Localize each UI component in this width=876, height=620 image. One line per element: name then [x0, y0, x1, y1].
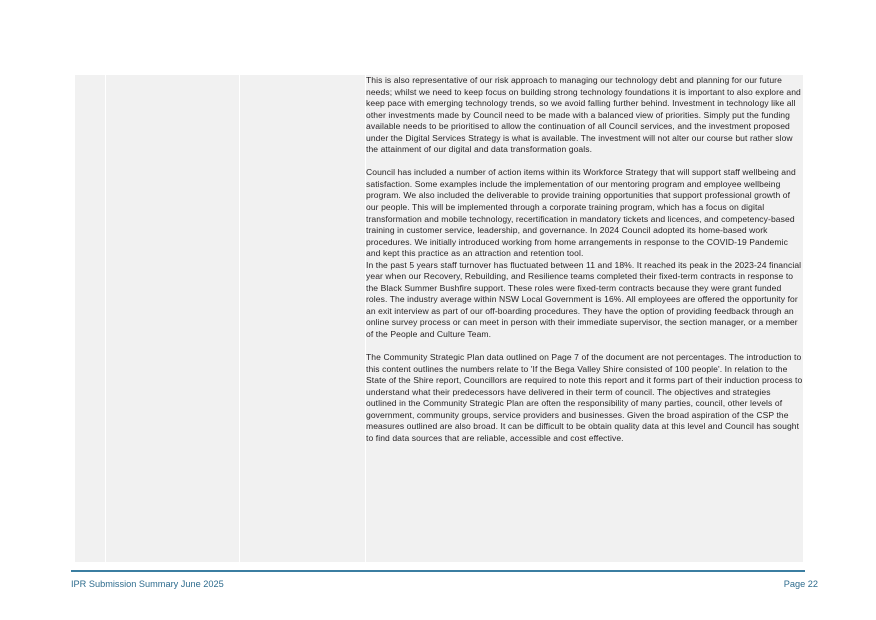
table-cell-column-a — [75, 75, 106, 563]
paragraph-workforce-strategy: Council has included a number of action items within its Workforce Strategy that will support staff wellbeing and satisfaction. Some examples include the implementation of our mentoring program and employee wellbeing program. We also included the deliverable to provide training opportunities that support professional growth of our people. This will be implemented through a corporate training program, which has a focus on digital transformation and mobile technology, recertification in mandatory tickets and licences, and competency-based training in customer service, leadership, and governance. In 2024 Council adopted its home-based work procedures. We initially introduced working from home arrangements in response to the COVID-19 Pandemic and kept this practice as an attraction and retention tool. — [366, 167, 796, 259]
table-cell-column-c — [240, 75, 366, 563]
content-table — [75, 75, 803, 563]
footer-document-title: IPR Submission Summary June 2025 — [71, 579, 224, 589]
page-footer — [71, 578, 818, 590]
paragraph-community-strategic-plan: The Community Strategic Plan data outlined on Page 7 of the document are not percentages. The introduction to this content outlines the numbers relate to 'If the Bega Valley Shire consisted of 100 people'. In relation to the State of the Shire report, Councillors are required to note this report and it forms part of their induction process to understand what their predecessors have delivered in their term of council. The objectives and strategies outlined in the Community Strategic Plan are often the responsibility of many parties, council, other levels of government, community groups, service providers and businesses. Given the broad aspiration of the CSP the measures outlined are also broad. It can be difficult to be obtain quality data at this level and Council has sought to find data sources that are reliable, accessible and cost effective. — [366, 352, 803, 443]
table-cell-response-text — [366, 75, 803, 563]
table-cell-column-b — [106, 75, 240, 563]
table-body — [75, 75, 803, 563]
paragraph-technology-investment: This is also representative of our risk approach to managing our technology debt and planning for our future needs; whilst we need to keep focus on building strong technology foundations it is important to also explore and keep pace with emerging technology trends, so we avoid falling further behind. Investment in technology like all other investments made by Council need to be made with a balanced view of priorities. Simply put the funding available needs to be prioritised to allow the continuation of all Council services, and the investment proposed under the Digital Services Strategy is what is available. The investment will not alter our course but rather slow the attainment of our digital and data transformation goals. — [366, 75, 801, 155]
footer-divider — [71, 570, 805, 572]
footer-page-number: Page 22 — [783, 579, 818, 589]
paragraph-staff-turnover: In the past 5 years staff turnover has fluctuated between 11 and 18%. It reached its peak in the 2023-24 financial year when our Recovery, Rebuilding, and Resilience teams completed their fixed-term contracts in response to the Black Summer Bushfire support. These roles were fixed-term contracts because they were grant funded roles. The industry average within NSW Local Government is 16%. All employees are offered the opportunity for an exit interview as part of our off-boarding procedures. They have the option of providing feedback through an online survey process or can meet in person with their immediate supervisor, the section manager, or a member of the People and Culture Team. — [366, 259, 802, 339]
table-row — [75, 75, 803, 563]
